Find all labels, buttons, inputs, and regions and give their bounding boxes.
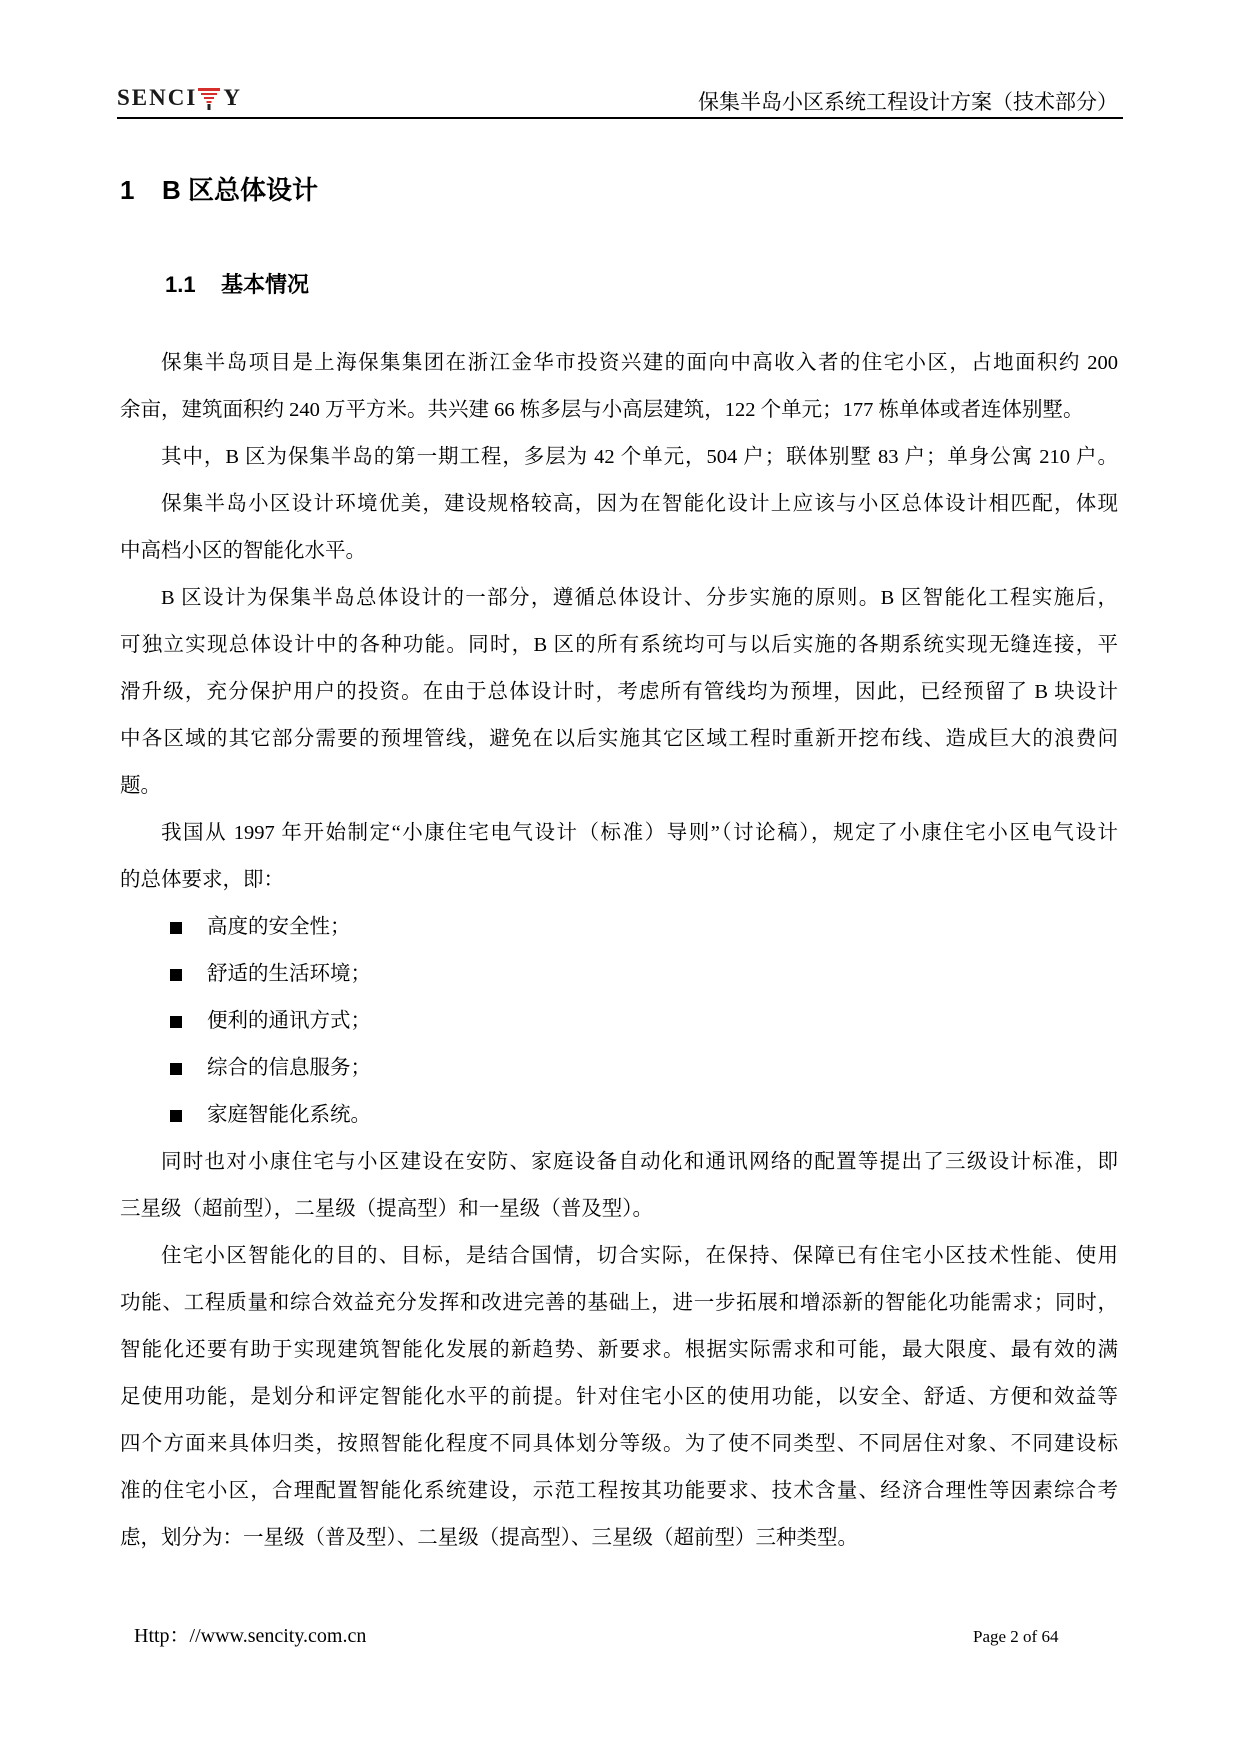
section-title: B 区总体设计 xyxy=(162,175,319,205)
list-item-text: 舒适的生活环境； xyxy=(207,963,371,985)
section-heading xyxy=(120,173,318,207)
list-item xyxy=(120,951,1118,998)
page-number: Page 2 of 64 xyxy=(973,1627,1059,1646)
paragraph-line: 三星级（超前型），二星级（提高型）和一星级（普及型）。 xyxy=(120,1198,653,1220)
paragraph-line: 余亩，建筑面积约 240 万平方米。共兴建 66 栋多层与小高层建筑，122 个单元；177 栋单体或者连体别墅。 xyxy=(120,399,1084,421)
subsection-number: 1.1 xyxy=(165,272,196,297)
paragraph xyxy=(120,575,1118,810)
black-square-bullet-icon xyxy=(170,1016,182,1028)
subsection-heading xyxy=(165,270,309,300)
paragraph-line: 中各区域的其它部分需要的预埋管线，避免在以后实施其它区域工程时重新开挖布线、造成巨大的浪费问 xyxy=(120,728,1118,750)
paragraph-line: 滑升级，充分保护用户的投资。在由于总体设计时，考虑所有管线均为预埋，因此，已经预留了 B 块设计 xyxy=(120,681,1118,703)
paragraph-line: 四个方面来具体归类，按照智能化程度不同具体划分等级。为了使不同类型、不同居住对象、不同建设标 xyxy=(120,1433,1118,1455)
paragraph xyxy=(120,434,1118,481)
paragraph-line: 的总体要求，即： xyxy=(120,869,284,891)
logo-text-right: Y xyxy=(223,85,242,110)
paragraph-line: 同时也对小康住宅与小区建设在安防、家庭设备自动化和通讯网络的配置等提出了三级设计标准，即 xyxy=(161,1151,1118,1173)
list-item-text: 家庭智能化系统。 xyxy=(207,1104,371,1126)
paragraph-line: 住宅小区智能化的目的、目标，是结合国情，切合实际，在保持、保障已有住宅小区技术性能、使用 xyxy=(161,1245,1118,1267)
paragraph-line: 虑，划分为：一星级（普及型）、二星级（提高型）、三星级（超前型）三种类型。 xyxy=(120,1527,858,1549)
paragraph xyxy=(120,1233,1118,1562)
list-item-text: 综合的信息服务； xyxy=(207,1057,371,1079)
paragraph-line: 保集半岛小区设计环境优美，建设规格较高，因为在智能化设计上应该与小区总体设计相匹配，体现 xyxy=(161,493,1118,515)
body-content xyxy=(120,340,1118,1562)
paragraph-line: 足使用功能，是划分和评定智能化水平的前提。针对住宅小区的使用功能，以安全、舒适、方便和效益等 xyxy=(120,1386,1118,1408)
paragraph-line: 准的住宅小区，合理配置智能化系统建设，示范工程按其功能要求、技术含量、经济合理性等因素综合考 xyxy=(120,1480,1118,1502)
paragraph-line: B 区设计为保集半岛总体设计的一部分，遵循总体设计、分步实施的原则。B 区智能化工程实施后， xyxy=(161,587,1118,609)
company-logo xyxy=(117,85,242,111)
list-item xyxy=(120,1092,1118,1139)
paragraph-line: 中高档小区的智能化水平。 xyxy=(120,540,366,562)
sencity-logo-t-mark-icon xyxy=(197,86,221,110)
black-square-bullet-icon xyxy=(170,969,182,981)
subsection-title: 基本情况 xyxy=(221,272,310,297)
paragraph-line: 功能、工程质量和综合效益充分发挥和改进完善的基础上，进一步拓展和增添新的智能化功能需求；同时， xyxy=(120,1292,1118,1314)
list-item xyxy=(120,904,1118,951)
requirements-list xyxy=(120,904,1118,1139)
paragraph-line: 其中，B 区为保集半岛的第一期工程，多层为 42 个单元，504 户；联体别墅 83 户；单身公寓 210 户。 xyxy=(161,446,1118,468)
footer-website: Http：//www.sencity.com.cn xyxy=(134,1625,367,1647)
paragraph-line: 智能化还要有助于实现建筑智能化发展的新趋势、新要求。根据实际需求和可能，最大限度、最有效的满 xyxy=(120,1339,1118,1361)
header-divider xyxy=(117,117,1123,119)
paragraph xyxy=(120,481,1118,575)
black-square-bullet-icon xyxy=(170,1110,182,1122)
paragraph-line: 保集半岛项目是上海保集集团在浙江金华市投资兴建的面向中高收入者的住宅小区，占地面积约 200 xyxy=(161,352,1118,374)
paragraph-line: 可独立实现总体设计中的各种功能。同时，B 区的所有系统均可与以后实施的各期系统实现无缝连接，平 xyxy=(120,634,1118,656)
paragraph xyxy=(120,340,1118,434)
list-item-text: 便利的通讯方式； xyxy=(207,1010,371,1032)
paragraph xyxy=(120,810,1118,904)
black-square-bullet-icon xyxy=(170,1063,182,1075)
paragraph-line: 题。 xyxy=(120,775,161,797)
list-item xyxy=(120,1045,1118,1092)
paragraph-line: 我国从 1997 年开始制定“小康住宅电气设计（标准）导则”（讨论稿），规定了小康住宅小区电气设计 xyxy=(161,822,1118,844)
document-title: 保集半岛小区系统工程设计方案（技术部分） xyxy=(698,90,1118,114)
list-item-text: 高度的安全性； xyxy=(207,916,351,938)
section-number: 1 xyxy=(120,175,135,205)
paragraph xyxy=(120,1139,1118,1233)
black-square-bullet-icon xyxy=(170,922,182,934)
logo-text-left: SENCI xyxy=(117,85,198,110)
list-item xyxy=(120,998,1118,1045)
